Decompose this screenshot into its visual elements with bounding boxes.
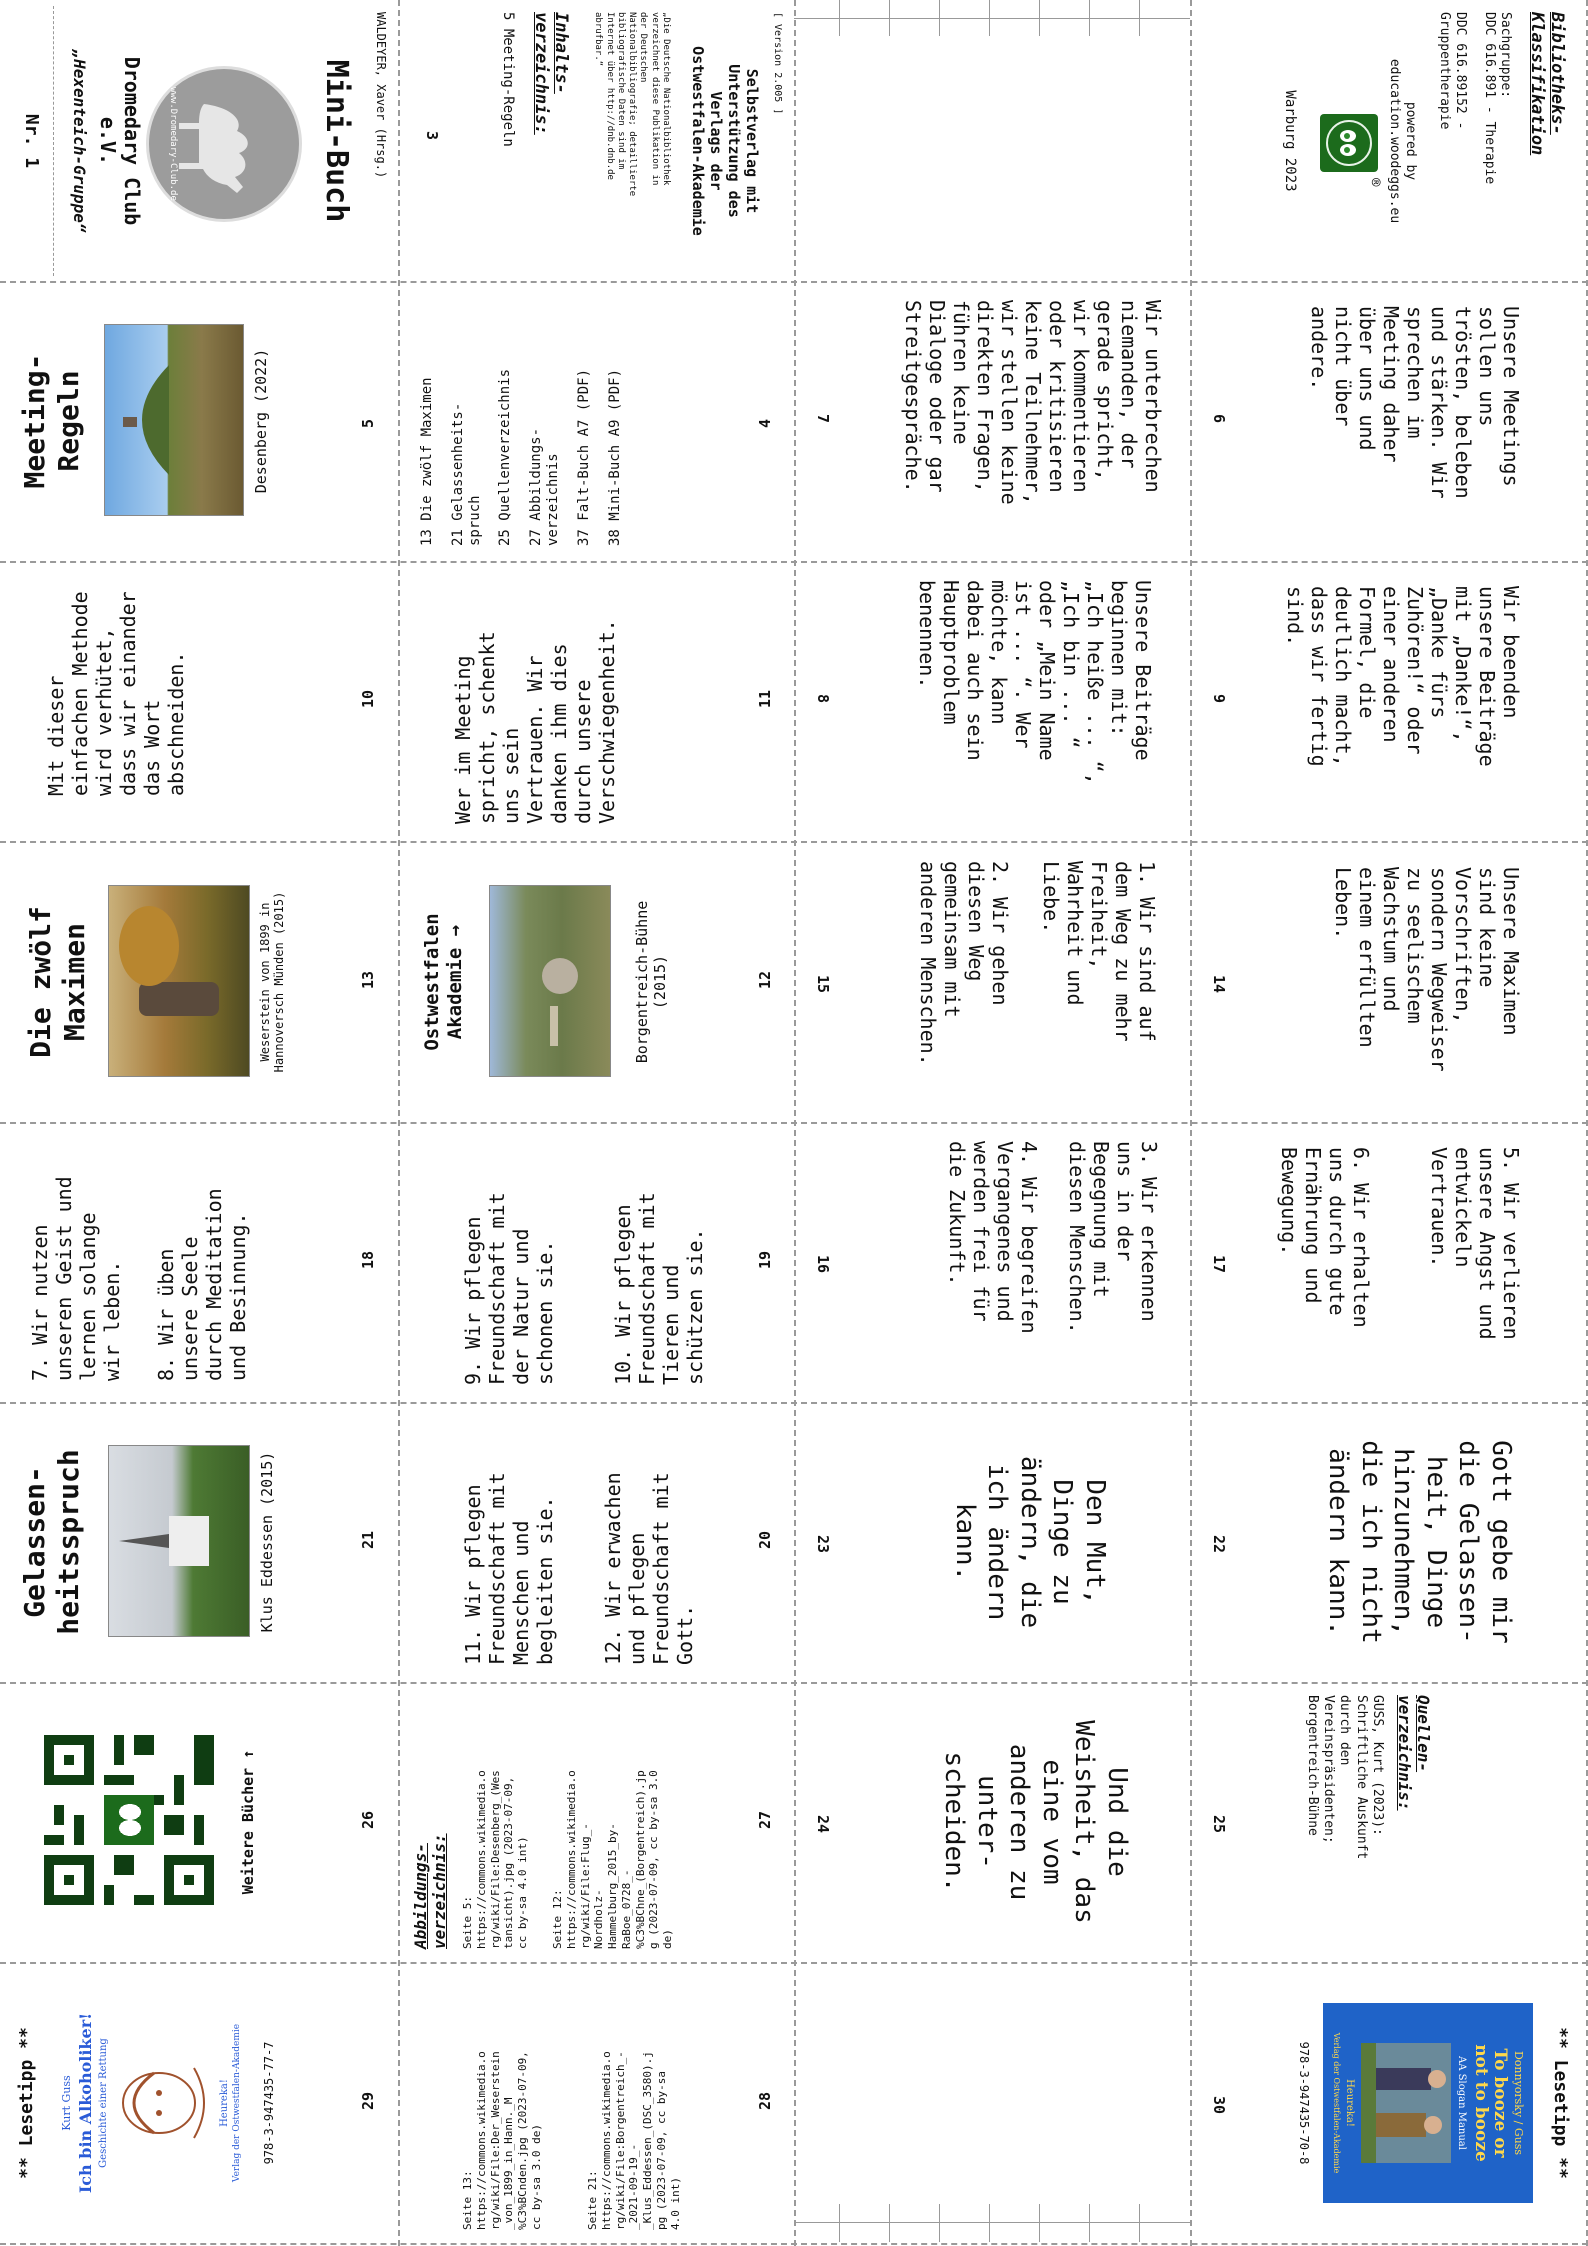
toc-list: [419, 369, 637, 546]
version: [ Version 2.005 ]: [772, 11, 783, 114]
cut-marks-top: [794, 0, 1190, 40]
photo-caption: Klus Eddessen (2015): [258, 1451, 276, 1633]
page-16: [794, 1122, 1190, 1402]
classification-title: Bibliotheks- Klassifikation: [1527, 11, 1567, 155]
page-classification: [1190, 0, 1586, 281]
page-number: 12: [756, 970, 774, 989]
photo-caption: Weserstein von 1899 in Hannoversch Münden (2015): [258, 891, 287, 1072]
academy-title: Ostwestfalen Akademie →: [421, 912, 466, 1051]
maxim-6: 6. Wir erhalten uns durch gute Ernährung und Bewegung.: [1277, 1147, 1373, 1328]
page-number: 23: [814, 1535, 832, 1554]
page-6: [1190, 281, 1586, 561]
page-text: Und die Weisheit, das eine vom anderen zu unter- scheiden.: [939, 1720, 1132, 1924]
page-4: [398, 281, 794, 561]
page-text: Unsere Beiträge beginnen mit: „Ich heiße ... “, „Ich bin ... “ oder „Mein Name ist ... “. Wer möchte, kann dabei auch sein Hauptproblem benennen.: [915, 580, 1155, 785]
book-cover-booze: [1323, 2003, 1533, 2203]
ddc: DDC 616.89152 - Gruppentherapie: [1436, 11, 1468, 129]
section-title: Gelassen- heitsspruch: [18, 1449, 85, 1635]
maxim-9: 9. Wir pflegen Freundschaft mit der Natur und schonen sie.: [461, 1192, 557, 1385]
logo-url: www.Dromedary-Club.de: [168, 86, 178, 201]
publisher: Selbstverlag mit Unterstützung des Verlags der Ostwestfalen-Akademie: [689, 45, 761, 236]
dnb-notice: „Die Deutsche Nationalbibliothek verzeichnet diese Publikation in der Deutschen Nationalbibliografie; detaillierte bibliografische Daten sind im Internet über http://dnb.dnb.de abrufbar.“: [593, 11, 671, 196]
page-text: Wir beenden unsere Beiträge mit „Danke!“, „Danke fürs Zuhören!“ oder einer anderen Formel, die deutlich macht, dass wir fertig sind.: [1283, 586, 1523, 767]
more-books-link[interactable]: Weitere Bücher ↑: [239, 1749, 257, 1895]
page-number: 8: [814, 694, 832, 704]
book-isbn: 978-3-947435-77-7: [262, 2041, 276, 2164]
figure-source-13: Seite 13: https://commons.wikimedia.o rg/wiki/File:Der_Weserstein _von_1899_in_Hann._M %C3%BCnden.jpg (2023-07-09, cc by-sa 3.0 de): [461, 2050, 543, 2230]
page-number: 17: [1210, 1255, 1228, 1274]
page-26: [0, 1682, 398, 1962]
figure-source-21: Seite 21: https://commons.wikimedia.o rg/wiki/File:Borgentreich_- _2021-09-19_- _Klus_Eddessen_(DSC_3580).j pg (2023-07-09, cc by-sa 4.0 int): [586, 2050, 682, 2230]
figures-title: Abbildungs- verzeichnis:: [411, 1833, 449, 1949]
book-illustration: [1361, 2043, 1451, 2163]
page-number: 18: [359, 1250, 377, 1269]
toc-entry: 37 Falt-Buch A7 (PDF): [575, 368, 592, 546]
page-text: Den Mut, Dinge zu ändern, die ich ändern kann.: [950, 1455, 1110, 1629]
maxim-2: 2. Wir gehen diesen Weg gemeinsam mit anderen Menschen.: [916, 860, 1012, 1066]
issue-number: Nr. 1: [21, 113, 42, 168]
photo-klus-eddessen: [108, 1445, 250, 1637]
page-number: 13: [359, 970, 377, 989]
page-text: Gott gebe mir die Gelassen- heit, Dinge hinzunehmen, die ich nicht ändern kann.: [1323, 1440, 1516, 1644]
toc-entry: 38 Mini-Buch A9 (PDF): [606, 368, 623, 546]
group-name: „Hexenteich-Gruppe“: [70, 48, 89, 233]
editor: WALDEYER, Xaver (Hrsg.): [374, 11, 388, 178]
page-number: 10: [359, 689, 377, 708]
toc-entry: 13 Die zwölf Maximen: [419, 377, 435, 546]
cut-marks-bottom: [794, 2204, 1190, 2244]
page-imprint: [398, 0, 794, 281]
page-number: 14: [1210, 974, 1228, 993]
page-number: 25: [1210, 1815, 1228, 1834]
maxim-1: 1. Wir sind auf dem Weg zu mehr Freiheit, Wahrheit und Liebe.: [1039, 860, 1159, 1042]
figure-source-12: Seite 12: https://commons.wikimedia.o rg/wiki/File:Flug_- Nordholz- Hammelburg_2015_by- RaBoe_0728_- %C3%BChne_(Borgentreich).jp g (2023-07-09, cc by-sa 3.0 de): [551, 1770, 674, 1949]
page-number: 7: [814, 414, 832, 424]
photo-borgentreich: [489, 885, 611, 1077]
book-title: Ich bin Alkoholiker!: [76, 2012, 95, 2193]
page-number: 29: [359, 2091, 377, 2110]
section-title: Meeting- Regeln: [18, 353, 85, 489]
book-author: Kurt Guss: [60, 2074, 73, 2131]
cover-title: Mini-Buch: [319, 59, 354, 222]
page-7: [794, 281, 1190, 561]
qr-code: [44, 1735, 214, 1905]
page-number: 21: [359, 1530, 377, 1549]
book-series: Heureka!: [219, 2078, 230, 2127]
book-cover-alkoholiker: [54, 1998, 254, 2208]
maxim-7: 7. Wir nutzen unseren Geist und lernen solange wir leben.: [28, 1176, 124, 1381]
page-number: 22: [1210, 1535, 1228, 1554]
page-number: 24: [814, 1815, 832, 1834]
page-22: [1190, 1402, 1586, 1682]
page-number: 11: [756, 689, 774, 708]
maxim-5: 5. Wir verlieren unsere Angst und entwickeln Vertrauen.: [1427, 1147, 1523, 1340]
page-text: Wer im Meeting spricht, schenkt uns sein Vertrauen. Wir danken ihm dies durch unsere Verschwiegenheit.: [451, 619, 619, 824]
page-number: 5: [359, 418, 377, 428]
book-publisher: Verlag der Ostwestfalen-Akademie: [1332, 2032, 1341, 2173]
page-number: 6: [1210, 414, 1228, 424]
photo-caption: Desenberg (2022): [252, 348, 270, 494]
page-20: [398, 1402, 794, 1682]
book-illustration: [114, 2038, 214, 2168]
page-14: [1190, 841, 1586, 1122]
registered-mark: ®: [1367, 177, 1383, 186]
book-subtitle: AA Slogan Manual: [1456, 2055, 1467, 2150]
book-series: Heureka!: [1344, 2078, 1355, 2127]
maxim-3: 3. Wir erkennen uns in der Begegnung mit diesen Menschen.: [1065, 1141, 1161, 1334]
page-number: 26: [359, 1810, 377, 1829]
club-name: Dromedary Club e.V.: [96, 56, 144, 225]
powered-by: powered by education.woodeggs.eu: [1386, 58, 1418, 223]
book-isbn: 978-3-947435-70-8: [1297, 2041, 1311, 2164]
page-text: Mit dieser einfachen Methode wird verhütet, dass wir einander das Wort abschneiden.: [44, 591, 188, 796]
maxim-4: 4. Wir begreifen Vergangenes und werden frei für die Zukunft.: [945, 1141, 1041, 1334]
page-15: [794, 841, 1190, 1122]
page-text: Unsere Maximen sind keine Vorschriften, sondern Wegweiser zu seelischem Wachstum und einem erfüllten Leben.: [1331, 866, 1523, 1072]
page-17: [1190, 1122, 1586, 1402]
toc-title: Inhalts- verzeichnis:: [531, 11, 571, 135]
page-number: 19: [756, 1250, 774, 1269]
page-30: [1190, 1962, 1586, 2243]
reading-tip-heading: ** Lesetipp **: [16, 2026, 37, 2179]
page-8: [794, 561, 1190, 841]
photo-desenberg: [104, 324, 244, 516]
page-29: [0, 1962, 398, 2243]
section-title: Die zwölf Maximen: [24, 905, 91, 1058]
page-number: 16: [814, 1255, 832, 1274]
page-number: 9: [1210, 694, 1228, 704]
page-28: [398, 1962, 794, 2243]
maxim-12: 12. Wir erwachen und pflegen Freundschaft mit Gott.: [601, 1472, 697, 1665]
page-number: 28: [756, 2091, 774, 2110]
page-5: [0, 281, 398, 561]
page-25: [1190, 1682, 1586, 1962]
page-text: Unsere Meetings sollen uns trösten, beleben und stärken. Wir sprechen im Meeting daher über uns und nicht über andere.: [1307, 306, 1523, 499]
sachgruppe: Sachgruppe: DDC 616.891 - Therapie: [1481, 11, 1513, 184]
page-9: [1190, 561, 1586, 841]
source-entry: GUSS, Kurt (2023): Schriftliche Auskunft durch den Vereinspräsidenten; Borgentreich-Bühne: [1305, 1695, 1385, 1860]
figure-source-5: Seite 5: https://commons.wikimedia.o rg/wiki/File:Desenberg_(Wes tansicht).jpg (2023-07-09, cc by-sa 4.0 int): [461, 1770, 529, 1949]
book-publisher: Verlag der Ostwestfalen-Akademie: [232, 2023, 242, 2182]
toc-entry: 27 Abbildungs- verzeichnis: [528, 427, 561, 546]
photo-caption: Borgentreich-Bühne (2015): [633, 900, 669, 1063]
page-21: [0, 1402, 398, 1682]
reading-tip-heading: ** Lesetipp **: [1550, 2026, 1571, 2179]
book-authors: Donnyorsky / Guss: [1512, 2050, 1525, 2155]
toc-entry: 5 Meeting-Regeln: [500, 11, 516, 147]
page-23: [794, 1402, 1190, 1682]
page-11: [398, 561, 794, 841]
book-title: To booze or not to booze: [1471, 2043, 1510, 2162]
sources-title: Quellen- verzeichnis:: [1395, 1695, 1433, 1811]
page-cover: [0, 0, 398, 281]
page-13: [0, 841, 398, 1122]
book-subtitle: Geschichte einer Rettung: [98, 2037, 109, 2168]
page-24: [794, 1682, 1190, 1962]
woodeggs-logo: [1320, 114, 1378, 172]
maxim-11: 11. Wir pflegen Freundschaft mit Menschen und begleiten sie.: [461, 1472, 557, 1665]
toc-entry: 25 Quellenverzeichnis: [497, 368, 514, 546]
photo-weserstein: [108, 885, 250, 1077]
page-number: 15: [814, 974, 832, 993]
place-year: Warburg 2023: [1282, 89, 1298, 192]
page-text: Wir unterbrechen niemanden, der gerade spricht, wir kommentieren oder kritisieren keine Teilnehmer, wir stellen keine direkten Fragen, führen keine Dialoge oder gar Streitgespräche.: [901, 300, 1165, 505]
dromedary-logo: [146, 66, 302, 222]
page-number: 27: [756, 1810, 774, 1829]
page-number: 4: [756, 418, 774, 428]
maxim-8: 8. Wir üben unsere Seele durch Meditation und Besinnung.: [154, 1188, 250, 1381]
page-18: [0, 1122, 398, 1402]
page-12: [398, 841, 794, 1122]
page-number: 3: [423, 130, 441, 140]
page-19: [398, 1122, 794, 1402]
maxim-10: 10. Wir pflegen Freundschaft mit Tieren und schützen sie.: [611, 1192, 707, 1385]
page-number: 30: [1210, 2095, 1228, 2114]
page-number: 20: [756, 1530, 774, 1549]
page-27: [398, 1682, 794, 1962]
page-10: [0, 561, 398, 841]
toc-entry: 21 Gelassenheits- spruch: [449, 402, 483, 546]
